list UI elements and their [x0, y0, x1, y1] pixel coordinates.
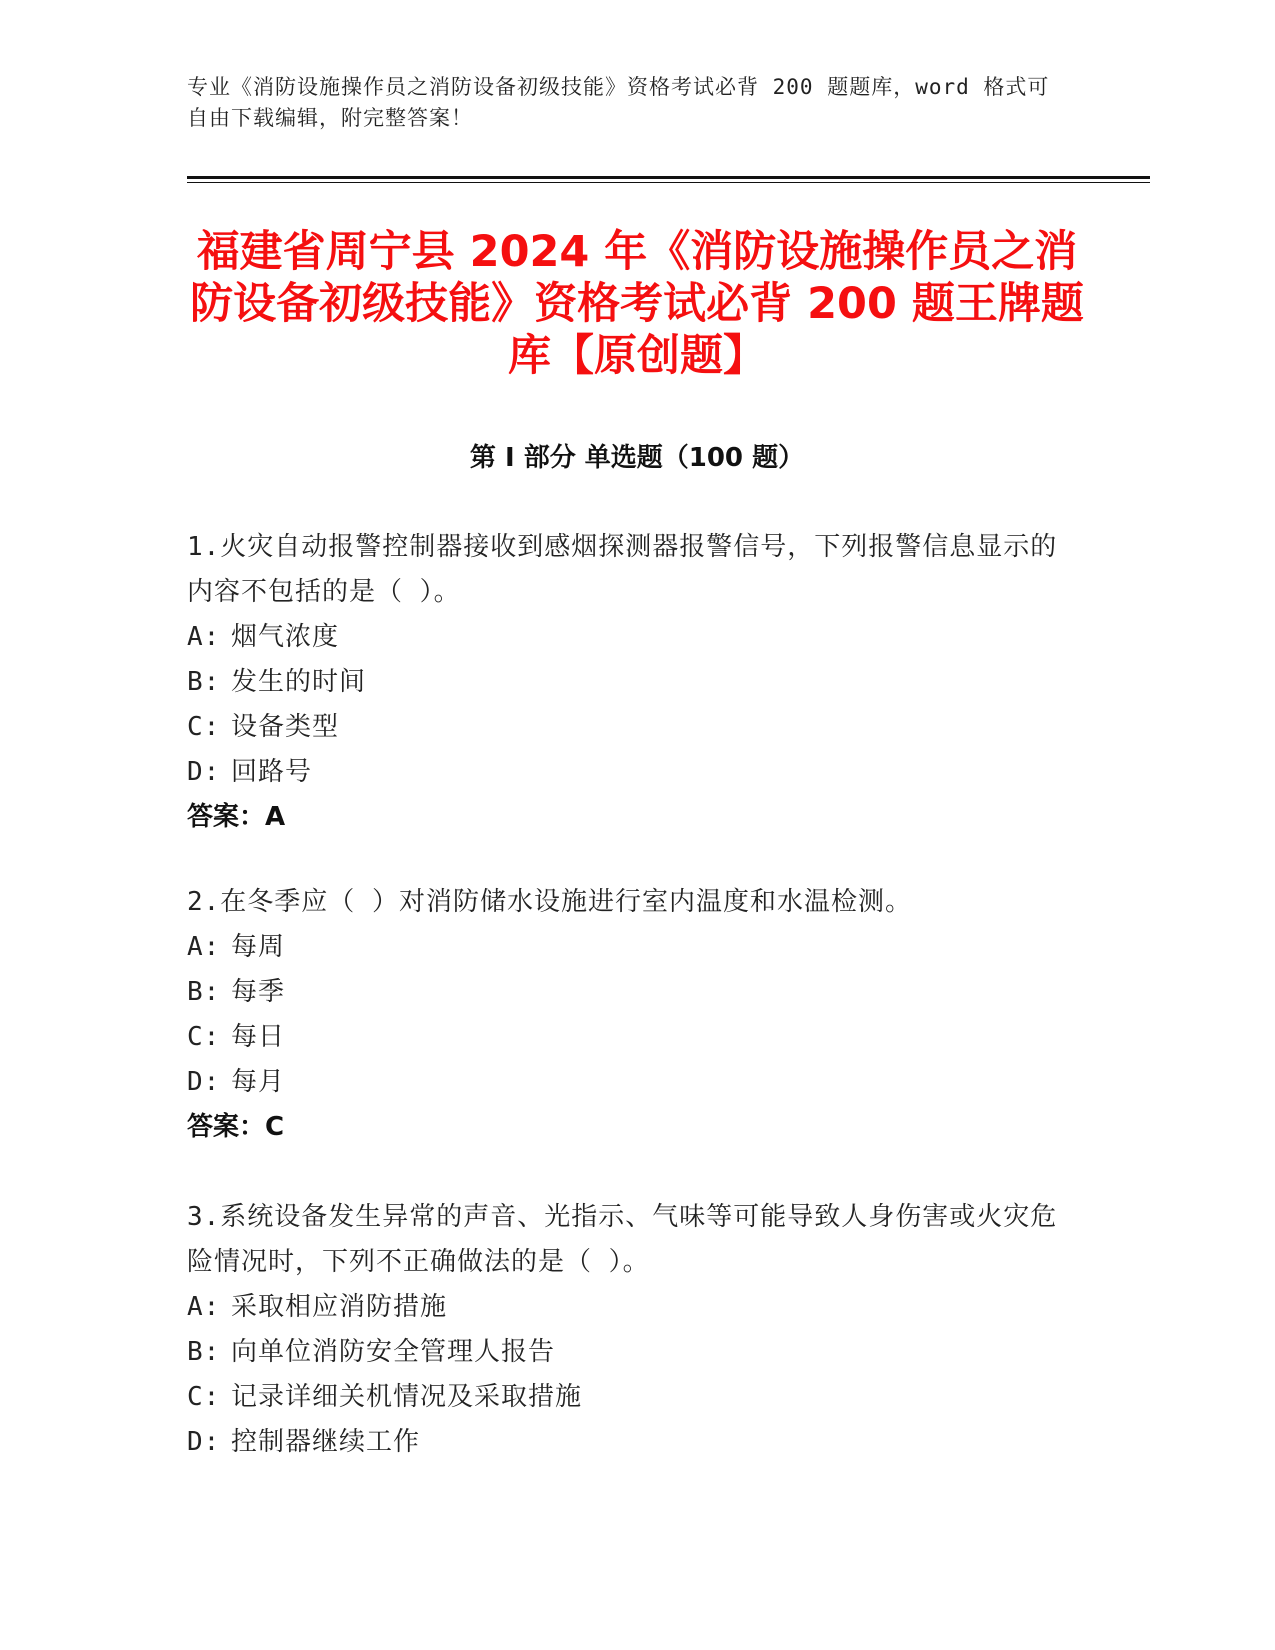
option-key: A:	[187, 1292, 221, 1322]
option-key: D:	[187, 757, 221, 787]
option-key: D:	[187, 1427, 221, 1457]
question-3	[187, 1195, 1067, 1465]
option-text: 采取相应消防措施	[231, 1292, 448, 1322]
question-1	[187, 525, 1067, 840]
option-text: 记录详细关机情况及采取措施	[231, 1382, 583, 1412]
question-stem: 1.火灾自动报警控制器接收到感烟探测器报警信号，下列报警信息显示的内容不包括的是（ ）。	[187, 532, 1058, 607]
option-a	[187, 1285, 1067, 1330]
option-text: 控制器继续工作	[231, 1427, 421, 1457]
option-c	[187, 705, 1067, 750]
option-a	[187, 925, 1067, 970]
option-key: C:	[187, 712, 221, 742]
option-c	[187, 1015, 1067, 1060]
answer: 答案：C	[187, 1112, 285, 1142]
option-key: A:	[187, 622, 221, 652]
option-text: 发生的时间	[231, 667, 367, 697]
option-c	[187, 1375, 1067, 1420]
option-key: B:	[187, 1337, 221, 1367]
option-d	[187, 750, 1067, 795]
option-key: B:	[187, 667, 221, 697]
option-b	[187, 1330, 1067, 1375]
option-text: 每月	[231, 1067, 286, 1097]
header-rule-thin	[187, 182, 1150, 183]
header-note: 专业《消防设施操作员之消防设备初级技能》资格考试必背 200 题题库，word 格式可自由下载编辑，附完整答案！	[187, 75, 1050, 130]
option-d	[187, 1420, 1067, 1465]
question-stem: 2.在冬季应（ ）对消防储水设施进行室内温度和水温检测。	[187, 887, 912, 917]
document-title: 福建省周宁县 2024 年《消防设施操作员之消防设备初级技能》资格考试必背 200 题王牌题库【原创题】	[190, 227, 1084, 381]
header-rule-thick	[187, 176, 1150, 179]
option-b	[187, 970, 1067, 1015]
option-text: 每周	[231, 932, 286, 962]
option-text: 回路号	[231, 757, 313, 787]
option-b	[187, 660, 1067, 705]
option-key: D:	[187, 1067, 221, 1097]
option-text: 设备类型	[231, 712, 340, 742]
answer: 答案：A	[187, 802, 286, 832]
option-key: C:	[187, 1022, 221, 1052]
section-title: 第 I 部分 单选题（100 题）	[469, 443, 805, 473]
option-a	[187, 615, 1067, 660]
option-text: 每日	[231, 1022, 286, 1052]
option-key: A:	[187, 932, 221, 962]
option-d	[187, 1060, 1067, 1105]
option-text: 向单位消防安全管理人报告	[231, 1337, 556, 1367]
option-key: B:	[187, 977, 221, 1007]
question-2	[187, 880, 1067, 1150]
option-text: 每季	[231, 977, 286, 1007]
option-key: C:	[187, 1382, 221, 1412]
question-stem: 3.系统设备发生异常的声音、光指示、气味等可能导致人身伤害或火灾危险情况时，下列不正确做法的是（ ）。	[187, 1202, 1058, 1277]
option-text: 烟气浓度	[231, 622, 340, 652]
